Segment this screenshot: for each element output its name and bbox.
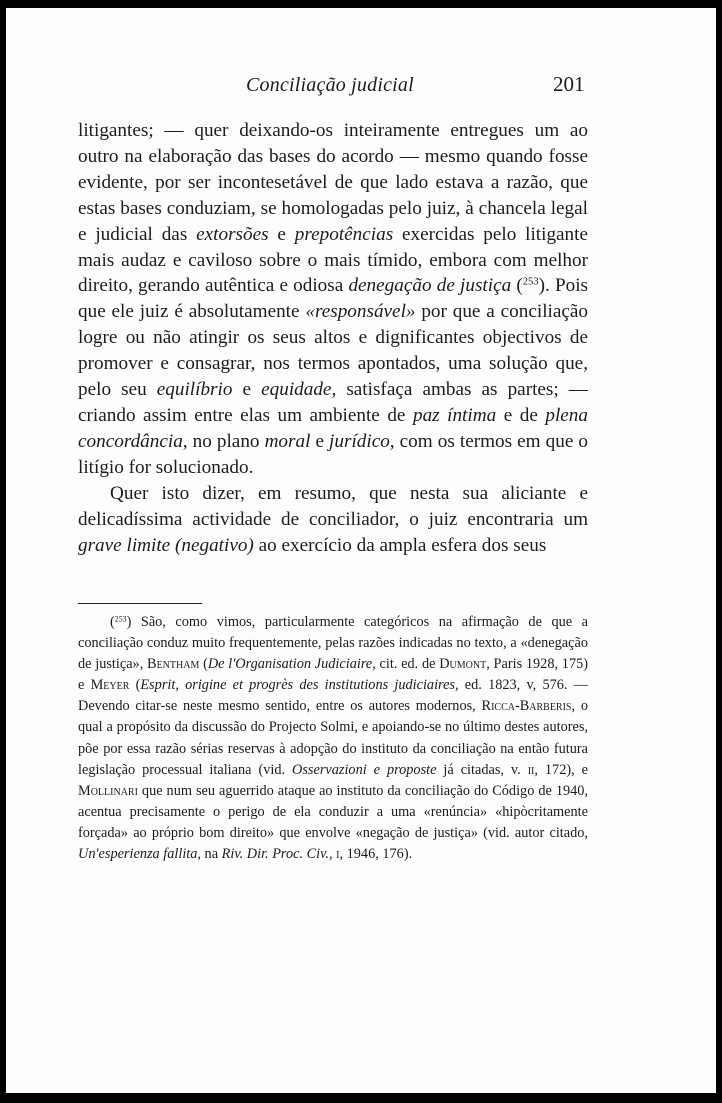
text-run: (: [110, 614, 115, 630]
italic-run: moral: [264, 430, 311, 452]
text-run: , Paris 1928, 175) e: [78, 656, 588, 694]
italic-run: plena concordância,: [78, 404, 588, 452]
author-name: Meyer: [90, 677, 130, 694]
italic-run: paz íntima: [412, 404, 497, 426]
footnote-number: 253: [114, 614, 127, 624]
text-run: e: [268, 223, 295, 245]
italic-run: jurídico,: [329, 430, 395, 452]
italic-run: «responsável»: [305, 301, 416, 323]
italic-run: Un'esperienza fallita,: [78, 846, 201, 863]
text-run: e: [232, 379, 262, 401]
text-run: com os termos em que o litígio for solucionado.: [78, 430, 588, 478]
paragraph-1: [78, 118, 588, 481]
text-run: litigantes; — quer deixando-os inteiramente entregues um ao outro na elaboração das bases do acordo — mesmo quando fosse evidente, por ser incontesetável de que lado estava a razão, que estas bases conduziam, se homologadas pelo juiz, à chancela legal e judicial das: [78, 120, 588, 245]
text-run: ). Pois que ele juiz é absolutamente: [78, 275, 589, 323]
text-run: (: [511, 275, 523, 297]
text-run: exercidas pelo litigante mais audaz e caviloso sobre o mais tímido, embora com melhor direito, gerando autêntica e odiosa: [78, 223, 588, 297]
italic-run: Osservazioni e proposte: [292, 761, 437, 778]
text-run: no plano: [187, 430, 265, 452]
text-run: que num seu aguerrido ataque ao instituto da conciliação do Código de 1940, acentua precisamente o perigo de ela conduzir a uma «renúncia» «hipòcritamente forçada» ao próprio bom direito» que envolve «negação de justiça» (vid. autor citado,: [78, 782, 588, 841]
text-run: por que a conciliação logre ou não atingir os seus altos e dignificantes objectivos de promover e consagrar, nos termos apontados, uma solução que, pelo seu: [78, 301, 588, 401]
text-run: cit. ed. de: [375, 656, 440, 673]
text-run: ed. 1823, v, 576. — Devendo citar-se neste mesmo sentido, entre os autores modernos,: [78, 677, 588, 715]
footnote: [78, 612, 588, 865]
author-name: Bentham: [147, 656, 200, 673]
author-name: Mollinari: [78, 782, 138, 799]
footnote-253: [78, 612, 588, 865]
paragraph-2: [78, 481, 588, 559]
italic-run: prepotências: [294, 223, 394, 245]
text-run: ) São, como vimos, particularmente categóricos na afirmação de que a conciliação conduz muito frequentemente, pelas razões indicadas no texto, a «denegação de justiça»,: [78, 614, 588, 673]
text-run: , 172), e: [534, 761, 588, 778]
italic-run: Esprit, origine et progrès des institutions judiciaires,: [140, 677, 459, 694]
roman-numeral: ii: [527, 761, 535, 778]
main-text: [78, 118, 588, 558]
text-run: (: [129, 677, 141, 694]
running-header: [0, 72, 722, 102]
text-run: satisfaça ambas as partes; — criando assim entre elas um ambiente de: [78, 379, 588, 426]
text-run: , 1946, 176).: [339, 846, 413, 863]
page-number: 201: [553, 72, 585, 96]
text-run: na: [200, 846, 222, 863]
running-title: Conciliação judicial: [246, 74, 414, 96]
text-run: e de: [496, 404, 546, 426]
text-run: e: [310, 430, 330, 452]
italic-run: grave limite (negativo): [78, 534, 254, 556]
text-run: Quer isto dizer, em resumo, que nesta sua aliciante e delicadíssima actividade de conciliador, o juiz encontraria um: [78, 482, 588, 530]
italic-run: equidade,: [261, 379, 337, 401]
author-name: Dumont: [439, 656, 487, 673]
text-run: ao exercício da ampla esfera dos seus: [253, 534, 547, 556]
italic-run: denegação de justiça: [348, 275, 512, 297]
roman-numeral: i: [336, 846, 340, 863]
italic-run: extorsões: [196, 223, 269, 245]
footnote-separator: [78, 603, 202, 604]
italic-run: De l'Organisation Judiciaire,: [207, 656, 376, 673]
italic-run: Riv. Dir. Proc. Civ.,: [221, 846, 333, 863]
footnote-reference: 253: [522, 277, 539, 289]
italic-run: equilíbrio: [156, 379, 233, 401]
text-run: , o qual a propósito da discussão do Projecto Solmi, e apoiando-se no último destes autores, põe por essa razão sérias reservas à adopção do instituto da conciliação na então futura legislação processual italiana (vid.: [78, 698, 589, 778]
text-run: já citadas, v.: [436, 761, 528, 778]
text-run: (: [199, 656, 208, 673]
author-name: Ricca-Barberis: [481, 698, 572, 715]
